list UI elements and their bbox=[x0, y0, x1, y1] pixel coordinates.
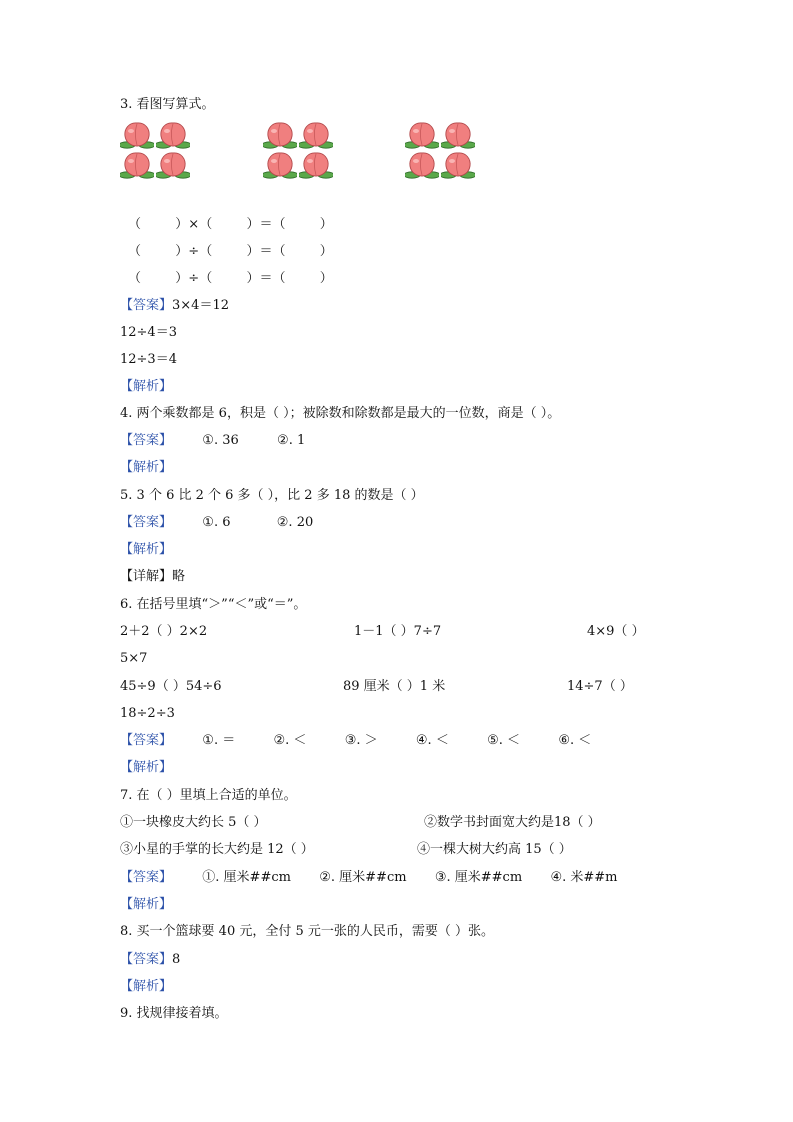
peach-icon bbox=[120, 150, 154, 180]
answer-item: ③. ＞ bbox=[344, 733, 378, 748]
answer-item: 8 bbox=[172, 952, 181, 967]
q6-answer bbox=[120, 732, 591, 750]
blank-part: ）＝（ bbox=[246, 217, 286, 232]
peach-group bbox=[405, 120, 475, 182]
q7-item-2: ②数学书封面宽大约是18（ ） bbox=[424, 815, 601, 830]
answer-item: ⑤. ＜ bbox=[487, 733, 521, 748]
q8-question: 8. 买一个篮球要 40 元，全付 5 元一张的人民币，需要（ ）张。 bbox=[120, 924, 495, 939]
q9-question: 9. 找规律接着填。 bbox=[120, 1006, 228, 1021]
q7-item-4: ④一棵大树大约高 15（ ） bbox=[417, 842, 572, 857]
q7-question: 7. 在（ ）里填上合适的单位。 bbox=[120, 788, 297, 803]
blank-part: ） bbox=[319, 217, 333, 232]
answer-item: ①. 36 bbox=[202, 433, 239, 448]
blank-part: ） bbox=[319, 244, 333, 259]
answer-item: ②. 1 bbox=[277, 433, 306, 448]
peach-group bbox=[120, 120, 190, 182]
answer-item: ①. 厘米##cm bbox=[202, 870, 291, 885]
analysis-tag: 【解析】 bbox=[120, 897, 173, 912]
peach-icon bbox=[263, 120, 297, 150]
blank-part: ） bbox=[319, 271, 333, 286]
answer-tag: 【答案】 bbox=[120, 515, 173, 530]
peach-icon bbox=[441, 120, 475, 150]
q5-answer bbox=[120, 514, 313, 532]
q5-question: 5. 3 个 6 比 2 个 6 多（ ），比 2 多 18 的数是（ ） bbox=[120, 488, 424, 503]
analysis-tag: 【解析】 bbox=[120, 542, 173, 557]
answer-item: ②. ＜ bbox=[273, 733, 307, 748]
answer-item: ②. 厘米##cm bbox=[319, 870, 407, 885]
q7-item-1: ①一块橡皮大约长 5（ ） bbox=[120, 815, 267, 830]
detail-tag: 【详解】 bbox=[120, 569, 173, 584]
peach-icon bbox=[299, 150, 333, 180]
answer-line: 12÷3＝4 bbox=[120, 352, 177, 367]
q6-row1-item-1: 2＋2（ ）2×2 bbox=[120, 624, 208, 639]
peach-icon bbox=[263, 150, 297, 180]
answer-item: ②. 20 bbox=[276, 515, 314, 530]
q3-title: 3. 看图写算式。 bbox=[120, 97, 215, 112]
peach-icon bbox=[156, 120, 190, 150]
analysis-tag: 【解析】 bbox=[120, 460, 173, 475]
blank-part: （ bbox=[128, 217, 142, 232]
answer-tag: 【答案】 bbox=[120, 870, 173, 885]
peach-group bbox=[263, 120, 333, 182]
analysis-tag: 【解析】 bbox=[120, 979, 173, 994]
peach-icon bbox=[156, 150, 190, 180]
q5-detail bbox=[120, 568, 185, 586]
answer-item: ⑥. ＜ bbox=[558, 733, 592, 748]
peach-icon bbox=[441, 150, 475, 180]
answer-line: 12÷4＝3 bbox=[120, 325, 177, 340]
analysis-tag: 【解析】 bbox=[120, 760, 173, 775]
q3-blank-row-1 bbox=[128, 216, 333, 234]
blank-part: ）＝（ bbox=[246, 271, 286, 286]
q6-row2-continuation: 18÷2÷3 bbox=[120, 706, 175, 721]
blank-part: （ bbox=[128, 271, 142, 286]
q6-row2-item-2: 89 厘米（ ）1 米 bbox=[343, 679, 446, 694]
q6-question: 6. 在括号里填“＞”“＜”或“＝”。 bbox=[120, 597, 307, 612]
blank-part: ）×（ bbox=[175, 217, 213, 232]
analysis-tag: 【解析】 bbox=[120, 379, 173, 394]
answer-item: ④. 米##m bbox=[550, 870, 618, 885]
answer-tag: 【答案】 bbox=[120, 298, 173, 313]
peach-icon bbox=[299, 120, 333, 150]
answer-line: 3×4＝12 bbox=[172, 298, 229, 313]
peach-icon bbox=[120, 120, 154, 150]
q7-item-3: ③小星的手掌的长大约是 12（ ） bbox=[120, 842, 314, 857]
q6-row2-item-1: 45÷9（ ）54÷6 bbox=[120, 679, 222, 694]
q3-blank-row-2 bbox=[128, 243, 333, 261]
q4-answer bbox=[120, 432, 305, 450]
q6-row1-item-3: 4×9（ ） bbox=[587, 624, 645, 639]
answer-tag: 【答案】 bbox=[120, 952, 173, 967]
detail-text: 略 bbox=[172, 569, 186, 584]
blank-part: ）÷（ bbox=[175, 244, 213, 259]
answer-item: ①. ＝ bbox=[202, 733, 236, 748]
q7-answer bbox=[120, 869, 617, 887]
answer-item: ③. 厘米##cm bbox=[434, 870, 523, 885]
peach-icon bbox=[405, 150, 439, 180]
q4-question: 4. 两个乘数都是 6，积是（ ）；被除数和除数都是最大的一位数，商是（ ）。 bbox=[120, 406, 561, 421]
q6-row1-continuation: 5×7 bbox=[120, 651, 148, 666]
blank-part: ）÷（ bbox=[175, 271, 213, 286]
q3-answer bbox=[120, 297, 229, 315]
answer-tag: 【答案】 bbox=[120, 733, 173, 748]
q3-blank-row-3 bbox=[128, 270, 333, 288]
answer-tag: 【答案】 bbox=[120, 433, 173, 448]
peach-icon bbox=[405, 120, 439, 150]
q8-answer bbox=[120, 951, 180, 969]
answer-item: ④. ＜ bbox=[415, 733, 449, 748]
blank-part: ）＝（ bbox=[246, 244, 286, 259]
q6-row1-item-2: 1－1（ ）7÷7 bbox=[354, 624, 442, 639]
answer-item: ①. 6 bbox=[202, 515, 231, 530]
q6-row2-item-3: 14÷7（ ） bbox=[567, 679, 633, 694]
blank-part: （ bbox=[128, 244, 142, 259]
